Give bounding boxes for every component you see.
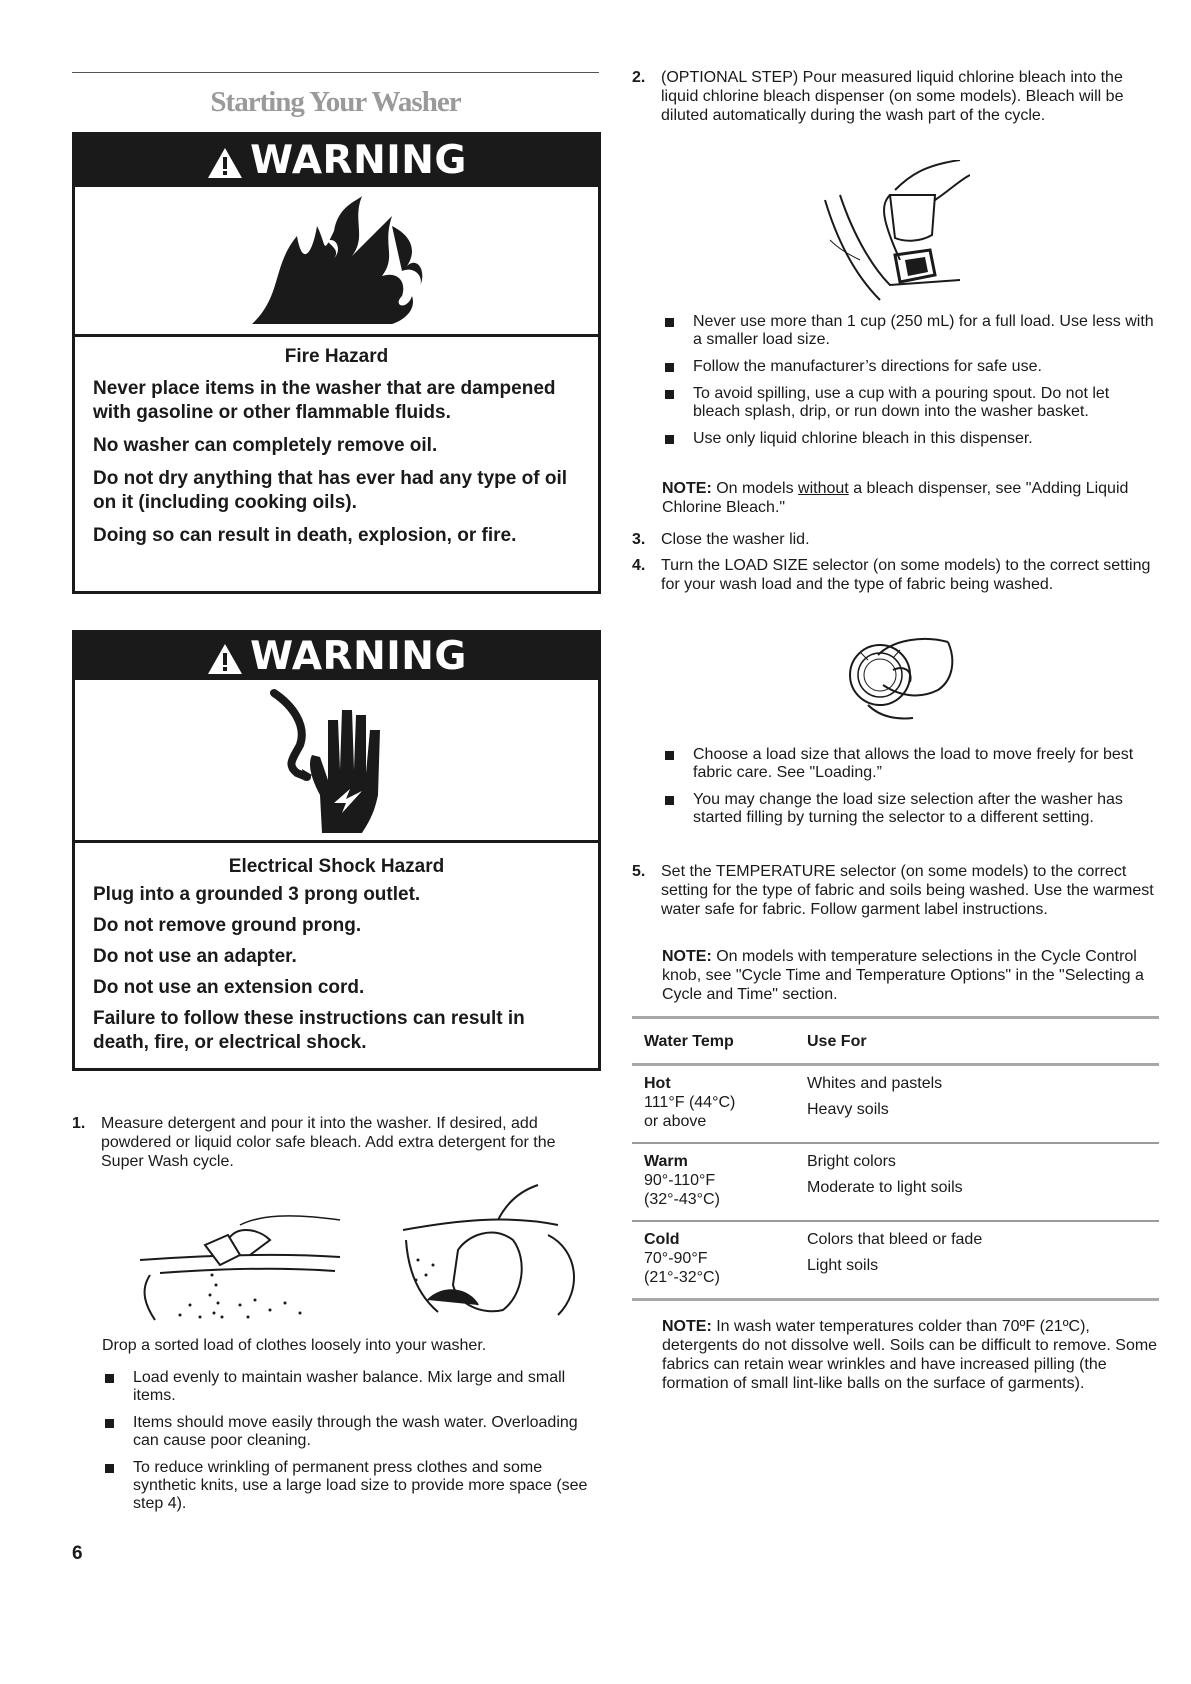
note-text: On models with temperature selections in the Cycle Control knob, see "Cycle Time and Temperature Options" in the "Selecting a Cycle and Time" section. (662, 948, 1144, 1003)
warning-line: Never place items in the washer that are dampened with gasoline or other flammable fluids. (93, 378, 556, 423)
warning-line: No washer can completely remove oil. (93, 435, 438, 456)
bullet-text: Never use more than 1 cup (250 mL) for a full load. Use less with a smaller load size. (693, 313, 1154, 348)
temp-range: (32°-43°C) (644, 1191, 720, 1208)
temp-cell (632, 1230, 807, 1287)
bullet-text: To avoid spilling, use a cup with a pouring spout. Do not let bleach splash, drip, or run down into the washer basket. (693, 385, 1110, 420)
bullet-text: To reduce wrinkling of permanent press clothes and some synthetic knits, use a large load size to provide more space (see step 4). (133, 1459, 588, 1512)
list-item (102, 1414, 599, 1450)
bullet-text: Items should move easily through the wash water. Overloading can cause poor cleaning. (133, 1414, 578, 1449)
shock-warning-text (75, 843, 598, 1067)
note-label: NOTE: (662, 480, 712, 497)
step-2-bullets (662, 313, 1160, 457)
bullet-square-icon (665, 318, 674, 327)
use-item: Colors that bleed or fade (807, 1231, 983, 1248)
temp-name: Cold (644, 1231, 680, 1248)
warning-title: WARNING (250, 634, 467, 679)
shock-pictogram (75, 680, 598, 843)
use-item: Heavy soils (807, 1101, 889, 1118)
use-cell (807, 1230, 1159, 1287)
drop-load-text: Drop a sorted load of clothes loosely into your washer. (102, 1337, 487, 1354)
bullet-square-icon (665, 435, 674, 444)
table-row (632, 1144, 1159, 1222)
bullet-square-icon (105, 1419, 114, 1428)
warning-line: Do not dry anything that has ever had any type of oil on it (including cooking oils). (93, 468, 568, 513)
temp-cell (632, 1074, 807, 1131)
list-item (662, 791, 1160, 827)
table-row (632, 1066, 1159, 1144)
temp-range: 90°-110°F (644, 1172, 716, 1189)
water-temp-table (632, 1016, 1159, 1301)
temp-range: 111°F (44°C) (644, 1094, 736, 1111)
step-5 (632, 862, 1160, 919)
use-item: Light soils (807, 1257, 879, 1274)
step-4-bullets (662, 746, 1160, 836)
warning-header (75, 135, 598, 187)
use-cell (807, 1074, 1159, 1131)
step-text: Close the washer lid. (661, 531, 810, 548)
bullet-text: You may change the load size selection after the washer has started filling by turning the selector to a different setting. (693, 791, 1123, 826)
note-text: a bleach dispenser, see "Adding Liquid Chlorine Bleach." (662, 480, 1129, 516)
bullet-square-icon (105, 1374, 114, 1383)
temp-cell (632, 1152, 807, 1209)
use-item: Bright colors (807, 1153, 896, 1170)
step-1 (72, 1114, 599, 1171)
fire-warning-text (75, 337, 598, 569)
top-rule (72, 72, 599, 73)
clothes-loading-illustration (398, 1180, 588, 1320)
fire-icon (242, 196, 432, 326)
shock-hand-icon (262, 685, 412, 835)
bullet-text: Use only liquid chlorine bleach in this dispenser. (693, 430, 1033, 447)
step-number: 1. (72, 1115, 86, 1132)
step-number: 2. (632, 69, 646, 86)
temp-name: Warm (644, 1153, 688, 1170)
table-header (632, 1016, 1159, 1066)
header-use-for: Use For (807, 1032, 867, 1050)
list-item (662, 746, 1160, 782)
bullet-text: Follow the manufacturer’s directions for safe use. (693, 358, 1042, 375)
bullet-text: Choose a load size that allows the load to move freely for best fabric care. See "Loading.” (693, 746, 1134, 781)
step-2 (632, 68, 1160, 125)
use-item: Whites and pastels (807, 1075, 943, 1092)
page-number: 6 (72, 1543, 83, 1564)
list-item (662, 430, 1160, 448)
hazard-subtitle: Fire Hazard (284, 346, 389, 367)
temp-name: Hot (644, 1075, 671, 1092)
warning-line: Failure to follow these instructions can result in death, fire, or electrical shock. (93, 1008, 525, 1053)
list-item (102, 1459, 599, 1513)
warning-line: Do not remove ground prong. (93, 915, 362, 936)
fire-pictogram (75, 187, 598, 337)
bleach-pour-illustration (820, 160, 970, 305)
bullet-square-icon (665, 751, 674, 760)
list-item (662, 358, 1160, 376)
header-water-temp: Water Temp (644, 1032, 734, 1050)
temp-range: (21°-32°C) (644, 1269, 720, 1286)
temperature-note (662, 947, 1160, 1004)
cold-water-note (662, 1317, 1160, 1393)
step-text: Measure detergent and pour it into the washer. If desired, add powdered or liquid color safe bleach. Add extra detergent for the Super Wash cycle. (101, 1115, 556, 1170)
bullet-square-icon (665, 796, 674, 805)
warning-title: WARNING (250, 138, 467, 183)
list-item (662, 313, 1160, 349)
warning-header (75, 633, 598, 680)
note-text: In wash water temperatures colder than 70ºF (21ºC), detergents do not dissolve well. Soils can be difficult to remove. Some fabrics can retain wear wrinkles and have increased pilling (the formation of small lint-like balls on the surface of garments). (662, 1318, 1158, 1392)
step-text: (OPTIONAL STEP) Pour measured liquid chlorine bleach into the liquid chlorine bleach dispenser (on some models). Bleach will be diluted automatically during the wash part of the cycle. (661, 69, 1124, 124)
fire-warning-box (72, 132, 601, 594)
step-text: Turn the LOAD SIZE selector (on some models) to the correct setting for your wash load and the type of fabric being washed. (661, 557, 1151, 593)
temp-range: or above (644, 1113, 707, 1130)
hazard-subtitle: Electrical Shock Hazard (228, 856, 445, 877)
bullet-square-icon (665, 363, 674, 372)
warning-line: Do not use an adapter. (93, 946, 297, 967)
use-cell (807, 1152, 1159, 1209)
warning-line: Plug into a grounded 3 prong outlet. (93, 884, 421, 905)
step-number: 5. (632, 863, 646, 880)
temp-range: 70°-90°F (644, 1250, 708, 1267)
note-underlined: without (798, 480, 849, 497)
bleach-note (662, 479, 1160, 517)
note-text: On models (711, 480, 799, 497)
warning-triangle-icon (206, 146, 244, 180)
bullet-text: Load evenly to maintain washer balance. Mix large and small items. (133, 1369, 566, 1404)
note-label: NOTE: (662, 948, 712, 965)
bullet-square-icon (105, 1464, 114, 1473)
table-row (632, 1222, 1159, 1301)
step-1-bullets (102, 1369, 599, 1522)
bullet-square-icon (665, 390, 674, 399)
shock-warning-box (72, 630, 601, 1071)
warning-line: Doing so can result in death, explosion, or fire. (93, 525, 517, 546)
step-4 (632, 556, 1160, 594)
step-number: 3. (632, 531, 646, 548)
section-title: Starting Your Washer (210, 86, 461, 118)
load-size-knob-illustration (838, 630, 958, 728)
warning-line: Do not use an extension cord. (93, 977, 365, 998)
list-item (102, 1369, 599, 1405)
detergent-pour-illustration (130, 1205, 345, 1323)
use-item: Moderate to light soils (807, 1179, 963, 1196)
step-number: 4. (632, 557, 646, 574)
note-label: NOTE: (662, 1318, 712, 1335)
step-3 (632, 530, 1160, 549)
list-item (662, 385, 1160, 421)
warning-triangle-icon (206, 642, 244, 676)
step-text: Set the TEMPERATURE selector (on some models) to the correct setting for the type of fabric and soils being washed. Use the warmest water safe for fabric. Follow garment label instructions. (661, 863, 1154, 918)
